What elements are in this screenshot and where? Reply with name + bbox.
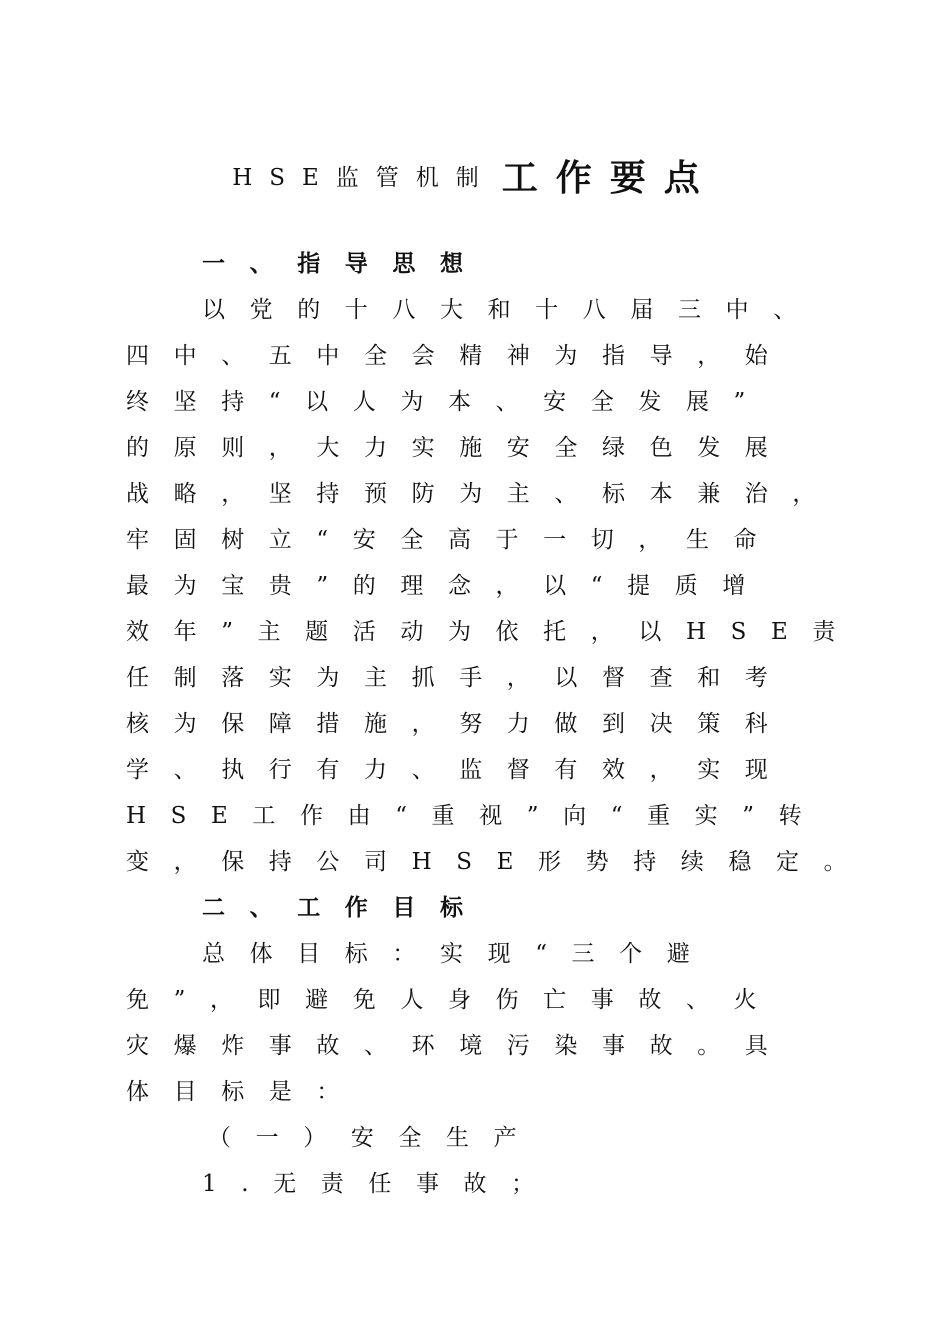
- paragraph-line: 战略，坚持预防为主、标本兼治，: [126, 481, 840, 507]
- title-main: 工作要点: [501, 157, 718, 199]
- subsection-heading-safety-production: （一）安全生产: [208, 1125, 542, 1151]
- paragraph-line: 效年”主题活动为依托，以HSE责: [126, 619, 860, 645]
- paragraph-line: 最为宝贵”的理念，以“提质增: [126, 573, 770, 599]
- section-heading-guiding-ideology: 一、指导思想: [202, 250, 488, 277]
- paragraph-line: 终坚持“以人为本、安全发展”: [126, 389, 770, 415]
- paragraph-line: 体目标是：: [126, 1079, 364, 1105]
- paragraph-line: 灾爆炸事故、环境污染事故。具: [126, 1033, 793, 1059]
- paragraph-line: 牢固树立“安全高于一切，生命: [126, 527, 782, 553]
- paragraph-line: 总体目标：实现“三个避: [202, 941, 715, 967]
- title-prefix: HSE监管机制: [232, 165, 496, 191]
- paragraph-line: 任制落实为主抓手，以督查和考: [126, 665, 793, 691]
- paragraph-line: 核为保障措施，努力做到决策科: [126, 711, 793, 737]
- paragraph-line: 四中、五中全会精神为指导，始: [126, 343, 793, 369]
- paragraph-line: 变，保持公司HSE形势持续稳定。: [126, 849, 872, 875]
- paragraph-line: 以党的十八大和十八届三中、: [202, 297, 821, 323]
- paragraph-line: 学、执行有力、监督有效，实现: [126, 757, 793, 783]
- document-title: [0, 150, 950, 201]
- section-heading-work-goals: 二、工作目标: [202, 894, 488, 921]
- paragraph-line: 免”，即避免人身伤亡事故、火: [126, 987, 782, 1013]
- paragraph-line: HSE工作由“重视”向“重实”转: [126, 803, 827, 829]
- list-item: 1.无责任事故；: [202, 1171, 559, 1197]
- paragraph-line: 的原则，大力实施安全绿色发展: [126, 435, 793, 461]
